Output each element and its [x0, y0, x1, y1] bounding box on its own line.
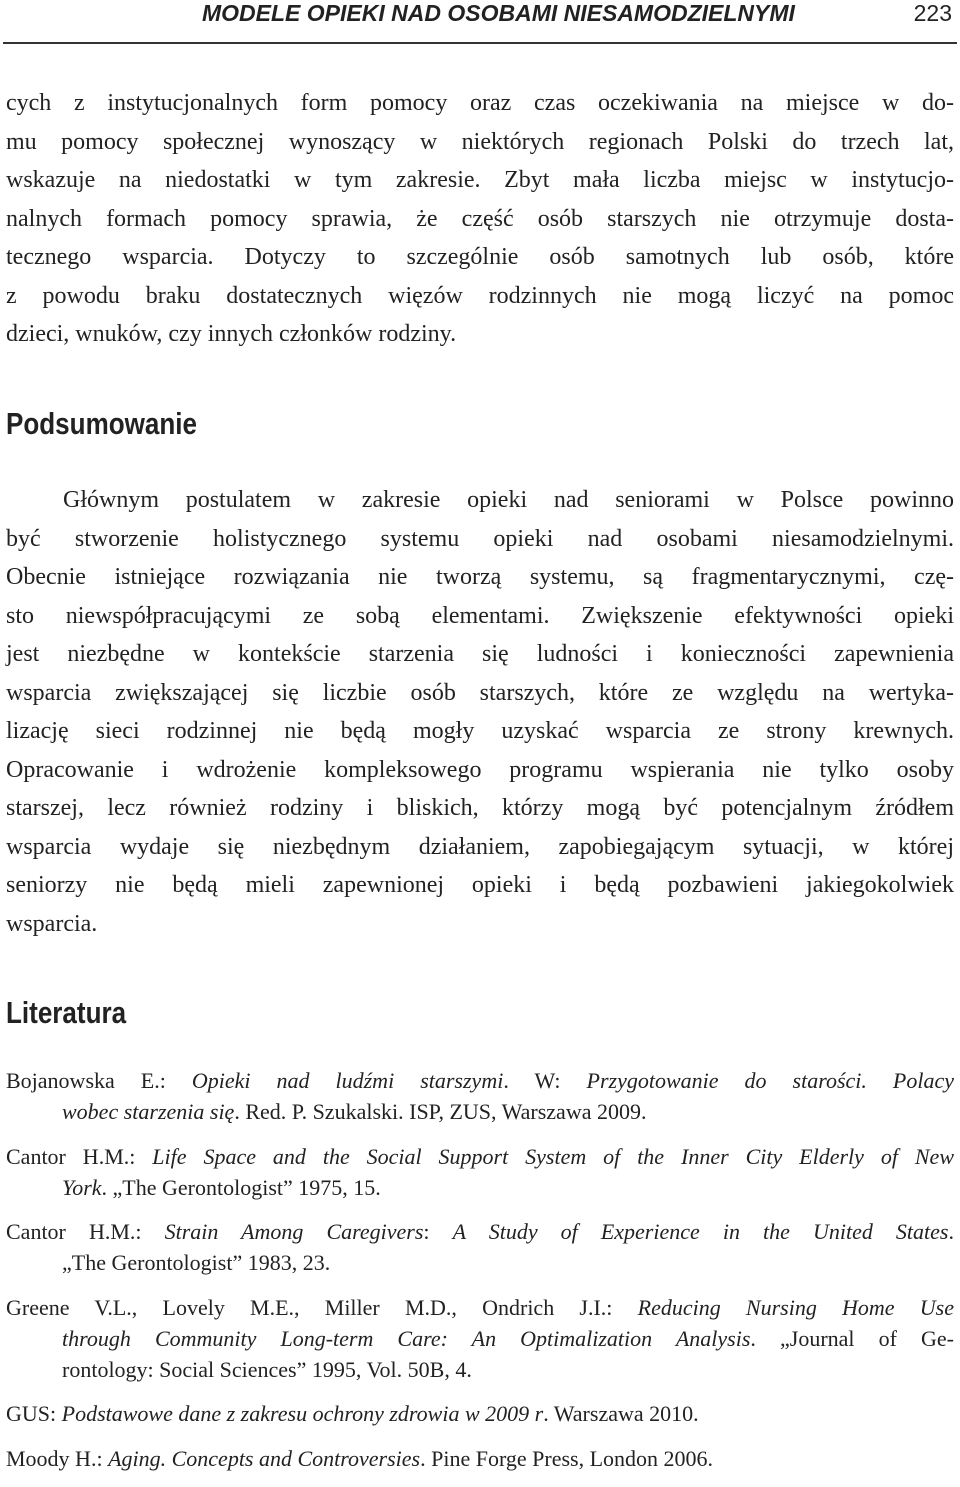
- reference-line: through Community Long-term Care: An Optimalization Analysis. „Journal of Ge-: [62, 1325, 954, 1351]
- reference-line: Cantor H.M.: Strain Among Caregivers: A Study of Experience in the United States.: [6, 1219, 954, 1244]
- text-line: tecznego wsparcia. Dotyczy to szczególnie osób samotnych lub osób, które: [6, 244, 954, 270]
- reference-line: York. „The Gerontologist” 1975, 15.: [62, 1174, 381, 1200]
- intro-paragraph: [6, 84, 954, 354]
- reference-item: [6, 1398, 954, 1429]
- text-line: sto niewspółpracującymi ze sobą elementami. Zwiększenie efektywności opieki: [6, 602, 954, 629]
- reference-line: wobec starzenia się. Red. P. Szukalski. ISP, ZUS, Warszawa 2009.: [62, 1099, 647, 1124]
- text-line: być stworzenie holistycznego systemu opieki nad osobami niesamodzielnymi.: [6, 525, 954, 552]
- text-line: jest niezbędne w kontekście starzenia się ludności i konieczności zapewnienia: [6, 641, 954, 667]
- text-line: lizację sieci rodzinnej nie będą mogły uzyskać wsparcia ze strony krewnych.: [6, 718, 954, 744]
- section-heading-summary: Podsumowanie: [6, 406, 197, 441]
- reference-line: Bojanowska E.: Opieki nad ludźmi starszymi. W: Przygotowanie do starości. Polacy: [6, 1068, 954, 1093]
- reference-item: [6, 1141, 954, 1203]
- reference-line: rontology: Social Sciences” 1995, Vol. 50B, 4.: [62, 1356, 472, 1382]
- reference-item: [6, 1065, 954, 1127]
- summary-paragraph: [6, 481, 954, 943]
- text-line: wsparcia zwiększającej się liczbie osób starszych, które ze względu na wertyka-: [6, 679, 954, 706]
- text-line: Obecnie istniejące rozwiązania nie tworzą systemu, są fragmentarycznymi, czę-: [6, 564, 954, 590]
- reference-list: [6, 1065, 954, 1487]
- header-rule: [3, 42, 957, 44]
- text-line: Opracowanie i wdrożenie kompleksowego programu wspierania nie tylko osoby: [6, 756, 954, 783]
- text-line: dzieci, wnuków, czy innych członków rodziny.: [6, 321, 457, 347]
- text-line: wskazuje na niedostatki w tym zakresie. Zbyt mała liczba miejsc w instytucjo-: [6, 167, 954, 193]
- reference-item: [6, 1292, 954, 1385]
- text-line: mu pomocy społecznej wynoszący w niektórych regionach Polski do trzech lat,: [6, 128, 954, 155]
- text-line: nalnych formach pomocy sprawia, że część osób starszych nie otrzymuje dosta-: [6, 205, 954, 232]
- reference-line: GUS: Podstawowe dane z zakresu ochrony zdrowia w 2009 r. Warszawa 2010.: [6, 1401, 699, 1426]
- text-line: wsparcia wydaje się niezbędnym działaniem, zapobiegającym sytuacji, w której: [6, 833, 954, 860]
- running-header-title: MODELE OPIEKI NAD OSOBAMI NIESAMODZIELNYMI: [202, 0, 795, 26]
- reference-item: [6, 1443, 954, 1474]
- reference-line: „The Gerontologist” 1983, 23.: [62, 1250, 331, 1275]
- text-line: starszej, lecz również rodziny i bliskich, którzy mogą być potencjalnym źródłem: [6, 795, 954, 821]
- reference-line: Moody H.: Aging. Concepts and Controversies. Pine Forge Press, London 2006.: [6, 1445, 714, 1471]
- reference-line: Cantor H.M.: Life Space and the Social Support System of the Inner City Elderly of New: [6, 1143, 954, 1169]
- page-number: 223: [913, 0, 952, 26]
- text-line: z powodu braku dostatecznych więzów rodzinnych nie mogą liczyć na pomoc: [6, 282, 954, 309]
- text-line: wsparcia.: [6, 910, 98, 937]
- text-line: seniorzy nie będą mieli zapewnionej opieki i będą pozbawieni jakiegokolwiek: [6, 872, 954, 898]
- reference-item: [6, 1216, 954, 1278]
- section-heading-literature: Literatura: [6, 995, 127, 1030]
- reference-line: Greene V.L., Lovely M.E., Miller M.D., Ondrich J.I.: Reducing Nursing Home Use: [6, 1294, 954, 1320]
- text-line: cych z instytucjonalnych form pomocy oraz czas oczekiwania na miejsce w do-: [6, 90, 954, 116]
- text-line: Głównym postulatem w zakresie opieki nad seniorami w Polsce powinno: [63, 487, 954, 513]
